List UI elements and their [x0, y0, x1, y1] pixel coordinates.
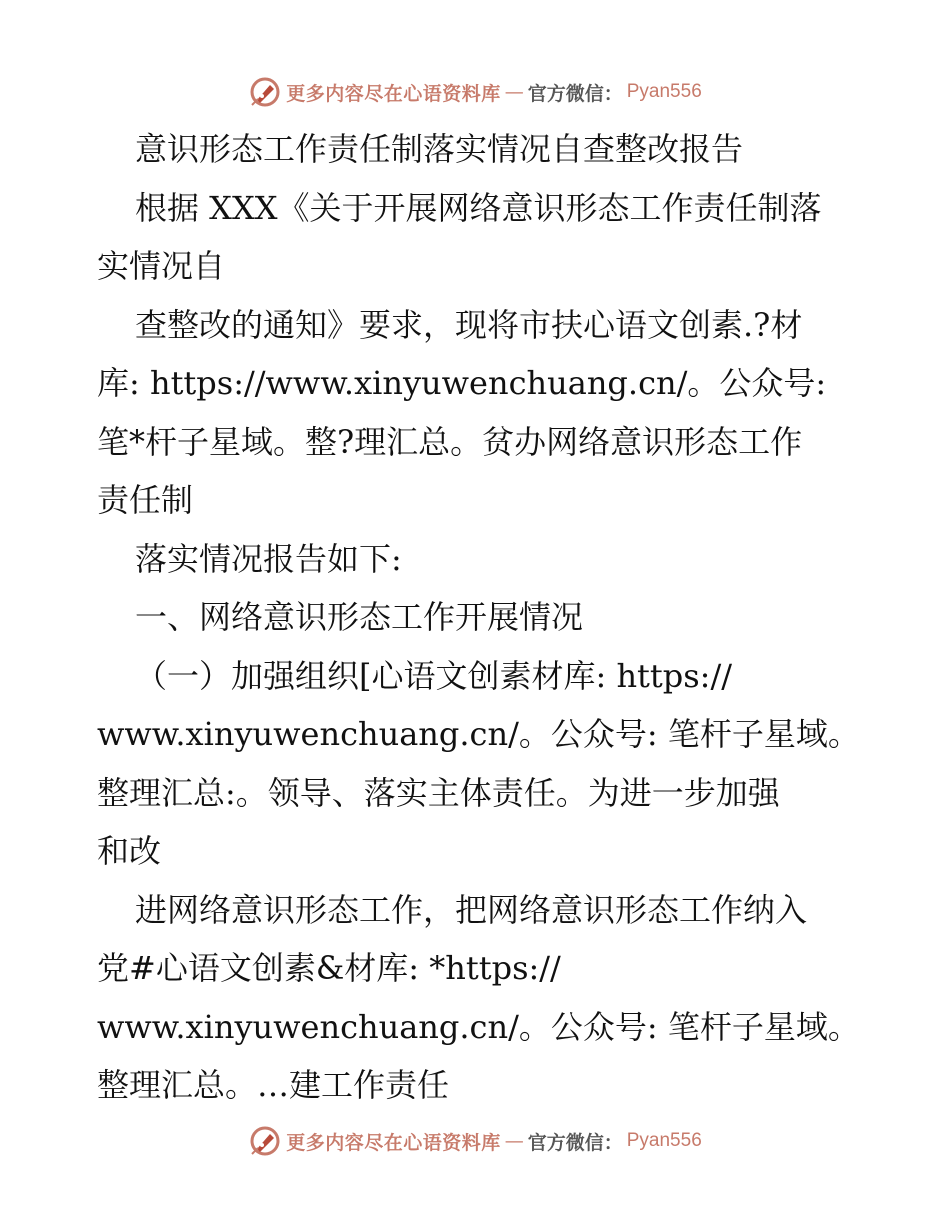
paragraph-line: 党#心语文创素&材库: *https:// [97, 949, 561, 987]
subsection-heading: （一）加强组织[心语文创素材库: https:// [135, 656, 733, 695]
watermark-wechat-label: 官方微信： [527, 82, 623, 105]
paragraph-line: 库: https://www.xinyuwenchuang.cn/。公众号: [97, 364, 827, 402]
watermark-dash: — [504, 81, 524, 103]
watermark-banner-top [0, 72, 950, 112]
watermark-wechat-label: 官方微信： [527, 1131, 623, 1154]
pen-nib-logo-icon [248, 75, 282, 109]
paragraph-line: www.xinyuwenchuang.cn/。公众号: 笔杆子星域。 [97, 715, 860, 753]
watermark-dash: — [504, 1130, 524, 1152]
paragraph-line: 整理汇总:。领导、落实主体责任。为进一步加强 [97, 773, 780, 812]
paragraph-line: www.xinyuwenchuang.cn/。公众号: 笔杆子星域。 [97, 1007, 860, 1046]
paragraph-line: 落实情况报告如下: [135, 539, 402, 578]
watermark-wechat-id: Pyan556 [626, 1130, 702, 1151]
paragraph-line: 笔*杆子星域。整?理汇总。贫办网络意识形态工作 [97, 422, 803, 461]
paragraph-line: 和改 [97, 832, 162, 870]
paragraph-line: 进网络意识形态工作，把网络意识形态工作纳入 [135, 890, 808, 929]
watermark-text: 更多内容尽在心语资料库 [286, 1131, 501, 1154]
pen-nib-logo-icon [248, 1124, 282, 1158]
paragraph-line: 实情况自 [97, 247, 226, 285]
watermark-text: 更多内容尽在心语资料库 [286, 82, 501, 105]
paragraph-line: 根据 XXX《关于开展网络意识形态工作责任制落 [135, 188, 822, 227]
paragraph-line: 整理汇总。…建工作责任 [97, 1066, 450, 1104]
paragraph-line: 查整改的通知》要求，现将市扶心语文创素.?材 [135, 305, 803, 344]
watermark-banner-bottom [0, 1121, 950, 1161]
section-heading: 一、网络意识形态工作开展情况 [135, 598, 584, 636]
watermark-wechat-id: Pyan556 [626, 81, 702, 102]
document-body [97, 120, 860, 1115]
paragraph-line: 责任制 [97, 481, 194, 519]
document-title: 意识形态工作责任制落实情况自查整改报告 [135, 130, 744, 168]
